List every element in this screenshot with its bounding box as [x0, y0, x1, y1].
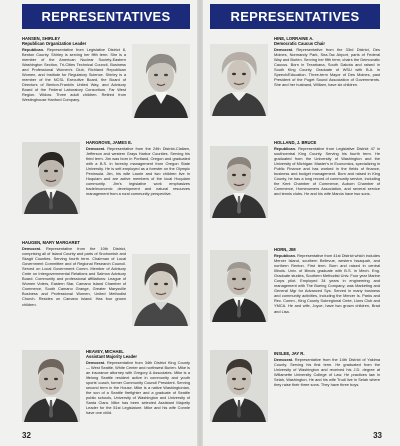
entry-name: HOLLAND, J. BRUCE — [274, 140, 317, 145]
party-label: Democrat. — [274, 356, 294, 362]
portrait-hansen — [132, 44, 190, 118]
entry-name: HANSEN, SHIRLEY — [22, 36, 61, 41]
entry-name: HAUGEN, MARY MARGARET — [22, 240, 80, 245]
right-page-header: REPRESENTATIVES — [210, 4, 380, 29]
party-label: Democrat. — [86, 359, 106, 365]
bio-text: Representative from Legislative District 47 in southcentral King County. Serving his fourth term. He graduated from the University of Washington and the University of Michigan: Master's in Economics, specializing in Public Finance and has worked in the fields of finance, business and budget management. Born and raised in King County, he has a long record of community service, including the Kent Chamber of Commerce, Auburn Chamber of Commerce, Homeowners Association, and several service and tennis clubs. He and his wife Marcia have two sons. — [274, 145, 380, 197]
bio-text: Representative from the 14th District of Yakima County. Serving his first term. He graduated from the University of Washington and received his J.D. degree at Willamette University College of Law. He practices law in Selah, Washington. He and his wife Trudi live in Selah where they raise their three sons. They have three boys. — [274, 356, 380, 387]
entry-role: Democratic Caucus Chair — [274, 41, 325, 46]
party-label: Democrat. — [86, 145, 106, 151]
bio-text: Representative from Legislative District 8, Benton County. Shirley is serving her fifth term. She is a member of the American Nuclear Society-Eastern Washington Section, Tri-Cities Technical Council, Business and Professional Women's Club, Richland Republican Women, and Institute for Regulatory Science. Shirley is a member of the NCSL Executive Board, the Board of Directors of Benton-Franklin United Way, and Advisory Board of the Federal Laboratory Consortium. Far West Region. Widow. Three adult children. Retired from Westinghouse Hanford Company. — [22, 46, 126, 103]
portrait-heavey — [22, 350, 80, 422]
entry-name: HORN, JIM — [274, 247, 296, 252]
entry-inslee — [274, 351, 380, 387]
portrait-holland — [210, 146, 268, 218]
entry-name: HINE, LORRAINE A. — [274, 36, 314, 41]
entry-hargrove — [86, 140, 190, 196]
entry-bio — [22, 246, 126, 307]
portrait-hargrove — [22, 142, 80, 214]
entry-bio — [22, 47, 126, 103]
party-label: Democrat. — [22, 245, 42, 251]
entry-bio — [274, 357, 380, 388]
page-number-right: 33 — [373, 431, 382, 440]
left-page-header: REPRESENTATIVES — [22, 4, 190, 29]
party-label: Republican. — [274, 145, 297, 151]
party-label: Republican. — [274, 252, 297, 258]
bio-text: Representative from 34th District King County — West Seattle, White Center and northwest Burien. Mike is an insurance attorney with Gregory & Associates. Mike is a lifelong Seattle resident active in community and youth sports' coach, former Community Council President. Serving second term in the House. Mike is a native Washingtonian, the son of a Seattle firefighter and a graduate of Seattle public schools, University of Washington and University of Santa Clara. Mike has been selected Assistant Majority Leader for the 51st Legislature. Mike and his wife Connie have one child. — [86, 359, 190, 416]
entry-bio — [86, 146, 190, 197]
portrait-horn — [210, 250, 268, 322]
entry-bio — [274, 253, 380, 314]
left-page — [0, 0, 198, 446]
entry-bio — [86, 360, 190, 416]
entry-role: Assistant Majority Leader — [86, 354, 137, 359]
portrait-inslee — [210, 350, 268, 422]
entry-role: Republican Organization Leader — [22, 41, 87, 46]
entry-horn — [274, 247, 380, 314]
entry-heavey — [86, 349, 190, 416]
entry-hine — [274, 36, 380, 87]
entry-name: HARGROVE, JAMES E. — [86, 140, 133, 145]
entry-bio — [274, 47, 380, 88]
bio-text: Representative from the 33rd District, Des Moines, Normandy Park, Sea-Tac Airport, parts of Federal Way and Burien. Serving her fifth term; chairs the Democratic Caucus. Born in Texarkana, South Dakota and raised in South King County. Graduate of WSU with B.A. in Speech/Education. Three-term Mayor of Des Moines, past President of the Puget Sound Association of Governments. She and her husband, William, have six children. — [274, 46, 380, 88]
party-label: Republican. — [22, 46, 45, 52]
bio-text: Representative from the 10th District, comprising all of Island County and parts of Snohomish and Skagit Counties. Serving fourth term. Chairman of Local Government Committee and of Regional Research Council. Served on Local Government Comm. Member of Advisory Cmte on Intergovernmental Relations and Salmon Advisory Board. Community and professional affiliations: League of Women Voters, Eastern Star, Camano Island Chamber of Commerce, South Camano Grange, Greater Marysville Business and Professional Women, United Methodist Church. Resides on Camano Island. Has four grown children. — [22, 245, 126, 307]
portrait-haugen — [132, 254, 190, 326]
right-page — [202, 0, 400, 446]
portrait-hine — [210, 44, 268, 116]
page-number-left: 32 — [22, 431, 31, 440]
entry-name: HEAVEY, MICHAEL — [86, 349, 124, 354]
entry-name: INSLEE, JAY R. — [274, 351, 305, 356]
entry-hansen — [22, 36, 126, 103]
bio-text: Representative from 41st District which includes Mercer Island, southern Bellevue, western Issaquah, and northern Renton. First term. Born and raised in central Illinois. Univ. of Illinois graduate with B.S. in Mech. Eng. Graduate studies, Southern Methodist Univ. Four year Marine Corps pilot. Employed 34 years in engineering and management with The Boeing Company; was Marketing and General Mgr for Advanced Sys. Served in many business and community activities, including the Mercer Is. Parks and Rec. Comm., King County Subregional Cmte, Lions Club and YMCA. He and wife, Joyce, have two grown children, Brad and Lisa. — [274, 252, 380, 314]
party-label: Democrat. — [274, 46, 294, 52]
entry-bio — [274, 146, 380, 197]
bio-text: Representative from the 24th District-Clallam, Jefferson and western Grays Harbor Counties. Serving his third term. Jim was born in Portland, Oregon and graduated with a B.S. in forestry management from Oregon State University. He is self-employed as a forester on the Olympic Peninsula. Jim, his wife Laurie and two children live in Hoquiam and are active members of the local Hoquiam community. Jim's legislative work emphasizes trade/economic development and natural resources management from a rural community perspective. — [86, 145, 190, 197]
entry-haugen — [22, 240, 126, 307]
entry-holland — [274, 140, 380, 196]
